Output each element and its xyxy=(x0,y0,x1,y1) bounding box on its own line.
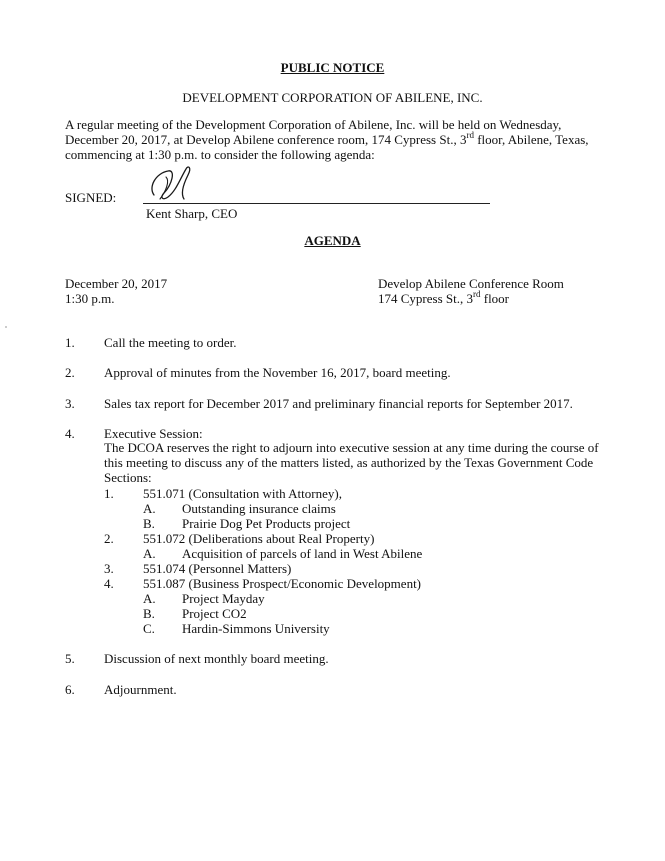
subsection-letter: C. xyxy=(143,621,155,636)
intro-line: December 20, 2017, at Develop Abilene conference room, 174 Cypress St., 3rd floor, Abilene, Texas, xyxy=(65,129,589,147)
executive-body-line: The DCOA reserves the right to adjourn into executive session at any time during the course of xyxy=(104,440,599,455)
intro-line: commencing at 1:30 p.m. to consider the following agenda: xyxy=(65,147,375,162)
agenda-item-number: 3. xyxy=(65,396,75,411)
meeting-date: December 20, 2017 xyxy=(65,276,168,291)
agenda-item-number: 1. xyxy=(65,335,75,350)
subsection-text: Outstanding insurance claims xyxy=(182,501,336,516)
agenda-item-number: 5. xyxy=(65,651,75,666)
signer-name: Kent Sharp, CEO xyxy=(146,206,238,221)
agenda-item-text: Executive Session: xyxy=(104,426,203,441)
agenda-item-number: 4. xyxy=(65,426,75,441)
meeting-datetime xyxy=(65,276,167,306)
section-text: 551.072 (Deliberations about Real Property) xyxy=(143,531,375,546)
handwritten-signature xyxy=(146,163,206,205)
agenda-item-text: Call the meeting to order. xyxy=(104,335,237,350)
intro-line: A regular meeting of the Development Corporation of Abilene, Inc. will be held on Wednesday, xyxy=(65,117,562,132)
section-number: 4. xyxy=(104,576,114,591)
section-text: 551.074 (Personnel Matters) xyxy=(143,561,292,576)
location-name: Develop Abilene Conference Room xyxy=(378,276,564,291)
subsection-text: Project Mayday xyxy=(182,591,265,606)
executive-session-body xyxy=(104,440,602,485)
subsection-letter: A. xyxy=(143,591,156,606)
agenda-item-text: Approval of minutes from the November 16, 2017, board meeting. xyxy=(104,365,451,380)
location-address: 174 Cypress St., 3rd floor xyxy=(378,288,510,306)
agenda-title: AGENDA xyxy=(304,233,361,248)
signed-label: SIGNED: xyxy=(65,190,117,205)
meeting-time: 1:30 p.m. xyxy=(65,291,115,306)
executive-body-line: this meeting to discuss any of the matters listed, as authorized by the Texas Government Code xyxy=(104,455,594,470)
agenda-item-text: Adjournment. xyxy=(104,682,177,697)
subsection-text: Acquisition of parcels of land in West Abilene xyxy=(182,546,423,561)
section-text: 551.071 (Consultation with Attorney), xyxy=(143,486,342,501)
subsection-letter: B. xyxy=(143,516,155,531)
subsection-letter: A. xyxy=(143,546,156,561)
executive-body-line: Sections: xyxy=(104,470,152,485)
notice-title: PUBLIC NOTICE xyxy=(280,60,385,75)
section-text: 551.087 (Business Prospect/Economic Development) xyxy=(143,576,422,591)
subsection-letter: B. xyxy=(143,606,155,621)
agenda-item-text: Discussion of next monthly board meeting. xyxy=(104,651,329,666)
meeting-location xyxy=(378,276,564,306)
subsection-text: Project CO2 xyxy=(182,606,247,621)
agenda-item-number: 2. xyxy=(65,365,75,380)
agenda-item-text: Sales tax report for December 2017 and preliminary financial reports for September 2017. xyxy=(104,396,573,411)
scan-speck xyxy=(5,326,7,328)
section-number: 1. xyxy=(104,486,114,501)
section-number: 2. xyxy=(104,531,114,546)
subsection-text: Hardin-Simmons University xyxy=(182,621,330,636)
agenda-item-number: 6. xyxy=(65,682,75,697)
intro-paragraph xyxy=(65,117,601,162)
subsection-letter: A. xyxy=(143,501,156,516)
section-number: 3. xyxy=(104,561,114,576)
organization-name: DEVELOPMENT CORPORATION OF ABILENE, INC. xyxy=(182,90,483,105)
subsection-text: Prairie Dog Pet Products project xyxy=(182,516,351,531)
